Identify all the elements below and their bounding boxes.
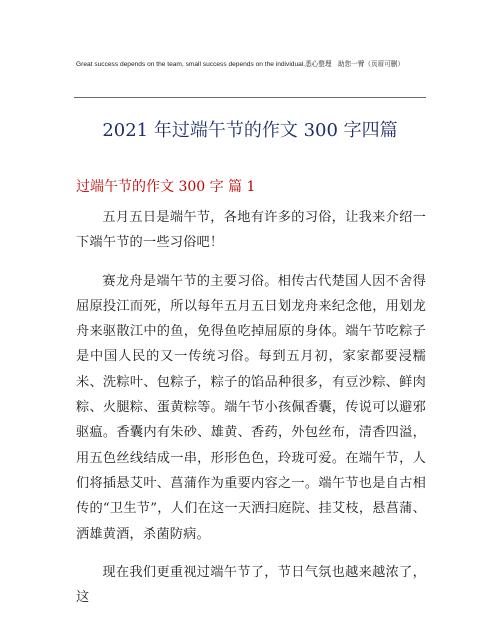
document-body	[76, 205, 426, 623]
document-title: 2021 年过端午节的作文 300 字四篇	[102, 120, 398, 141]
paragraph: 赛龙舟是端午节的主要习俗。相传古代楚国人因不舍得屈原投江而死，所以每年五月五日划龙舟来纪念他，用划龙舟来驱散江中的鱼，免得鱼吃掉屈原的身体。端午节吃粽子是中国人民的又一传统习俗。每到五月初，家家都要浸糯米、洗粽叶、包粽子，粽子的馅品种很多，有豆沙粽、鲜肉粽、火腿粽、蛋黄粽等。端午节小孩佩香囊，传说可以避邪驱瘟。香囊内有朱砂、雄黄、香药，外包丝布，清香四溢，用五色丝线结成一串，形形色色，玲珑可爱。在端午节，人们将插悬艾叶、菖蒲作为重要内容之一。端午节也是自古相传的“卫生节”，人们在这一天洒扫庭院、挂艾枝，悬菖蒲、洒雄黄酒，杀菌防病。	[76, 273, 426, 542]
header-divider	[74, 97, 426, 98]
page-header: Great success depends on the team, small success depends on the individual.悉心整理 助您一臂（页眉可删）	[76, 61, 404, 68]
section-heading: 过端午节的作文 300 字 篇 1	[76, 179, 256, 195]
paragraph: 五月五日是端午节，各地有许多的习俗，让我来介绍一下端午节的一些习俗吧！	[76, 210, 426, 251]
paragraph: 现在我们更重视过端午节了，节日气氛也越来越浓了，这	[76, 564, 426, 606]
